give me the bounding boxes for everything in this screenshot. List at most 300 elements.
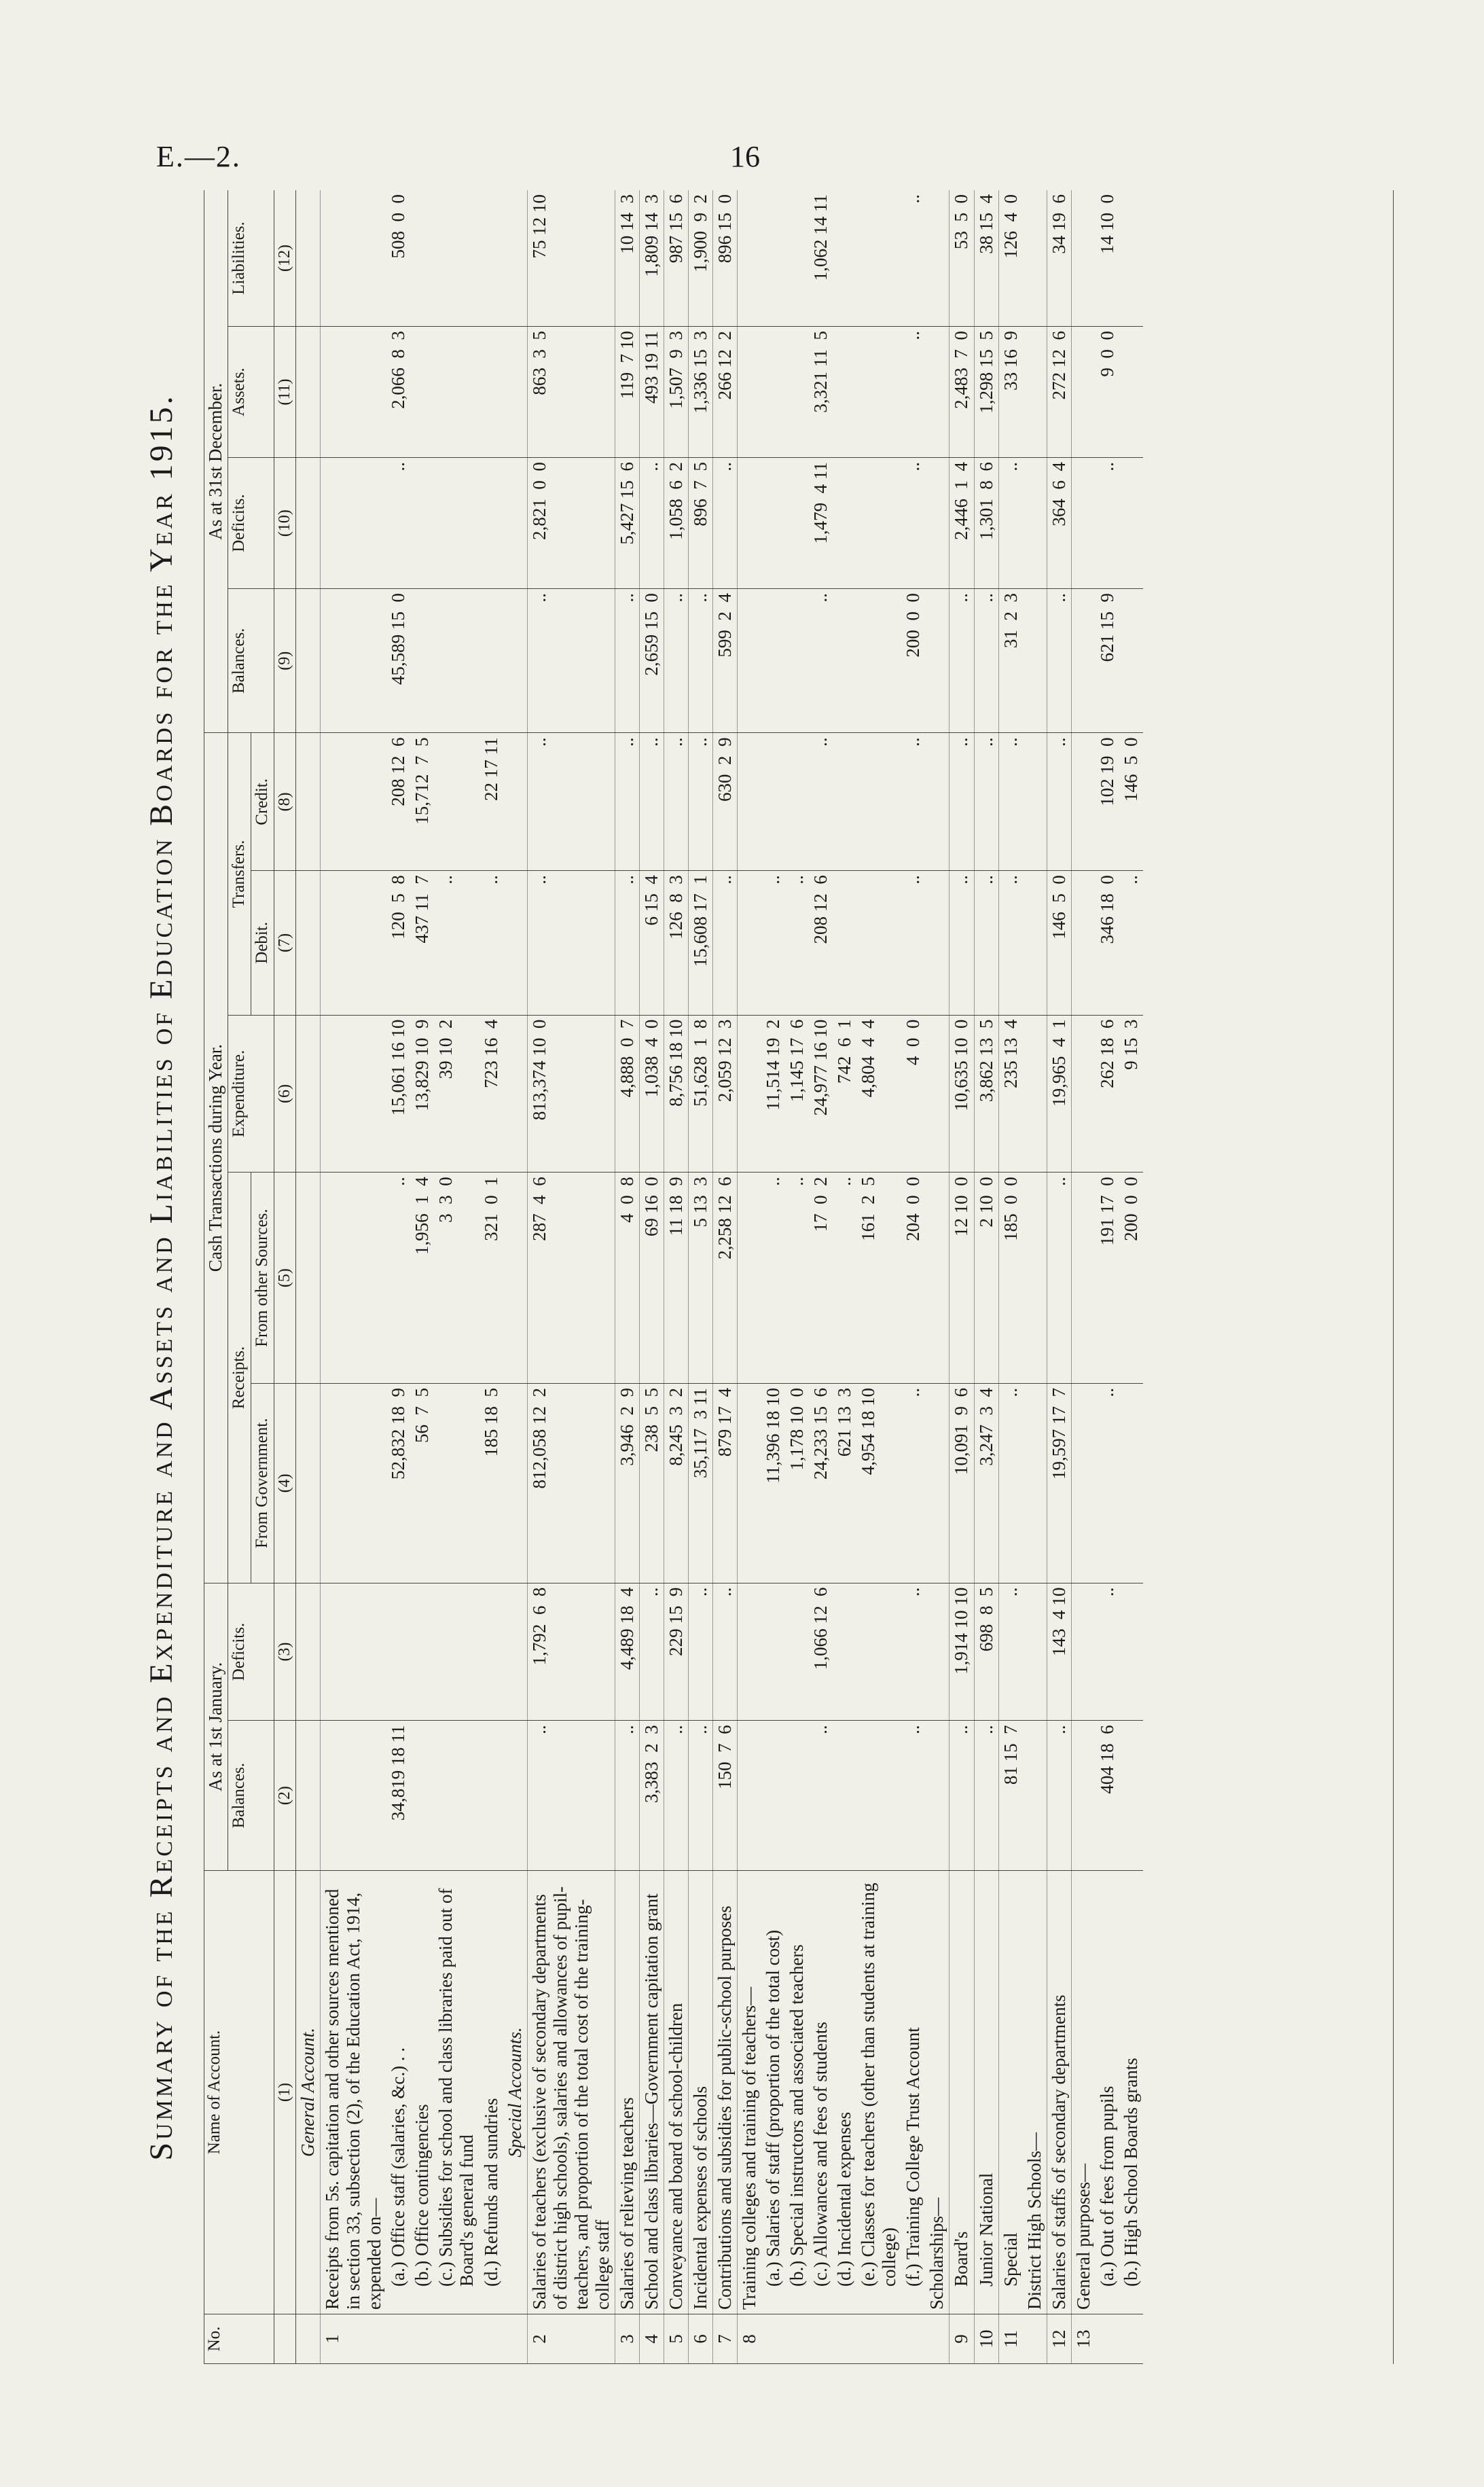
value-cell-col-10 [1119, 458, 1143, 589]
value-cell-col-2: 150 7 6 [712, 1721, 737, 1871]
table-row [833, 190, 856, 2364]
value-cell-col-3: 1,792 6 8 [527, 1583, 615, 1721]
value-cell-col-2 [1071, 1721, 1096, 1871]
row-number [901, 2314, 925, 2364]
value-cell-col-10: .. [712, 458, 737, 589]
value-cell-col-2: 34,819 18 11 [386, 1721, 410, 1871]
value-cell-col-7 [833, 871, 856, 1015]
value-cell-col-12 [1071, 190, 1096, 327]
value-cell-col-8: .. [901, 733, 925, 871]
table-row [809, 190, 833, 2364]
table-row [856, 190, 901, 2364]
value-cell-col-11 [1119, 327, 1143, 458]
table-row [1096, 190, 1119, 2364]
col-num-2: (2) [274, 1721, 296, 1871]
value-cell-col-5 [925, 1173, 949, 1384]
value-cell-col-8 [856, 733, 901, 871]
value-cell-col-5: 321 0 1 [479, 1173, 503, 1384]
value-cell-col-2: .. [901, 1721, 925, 1871]
value-cell-col-3 [925, 1583, 949, 1721]
value-cell-col-8: .. [639, 733, 664, 871]
value-cell-col-11: .. [901, 327, 925, 458]
value-cell-col-2: 404 18 6 [1096, 1721, 1119, 1871]
value-cell-col-8: .. [527, 733, 615, 871]
value-cell-col-9: .. [1047, 589, 1071, 733]
row-number [410, 2314, 434, 2364]
value-cell-col-4: 4,954 18 10 [856, 1383, 901, 1583]
value-cell-col-7: 120 5 8 [386, 871, 410, 1015]
value-cell-col-6 [321, 1015, 387, 1173]
value-cell-col-10: .. [639, 458, 664, 589]
col-balances-dec: Balances. [228, 589, 274, 733]
value-cell-col-12: 1,900 9 2 [688, 190, 712, 327]
value-cell-col-9: .. [615, 589, 639, 733]
value-cell-col-3 [479, 1583, 503, 1721]
col-num-3: (3) [274, 1583, 296, 1721]
value-cell-col-9: 45,589 15 0 [386, 589, 410, 733]
value-cell-col-4 [434, 1383, 479, 1583]
value-cell-col-9 [856, 589, 901, 733]
account-name: Receipts from 5s. capitation and other sources mentioned in section 33, subsection (2), of the Education Act, 1914, expended on— [321, 1871, 387, 2314]
account-name: Junior National [974, 1871, 998, 2314]
value-cell-col-12 [856, 190, 901, 327]
value-cell-col-12 [1023, 190, 1047, 327]
account-name: Training colleges and training of teachers— [738, 1871, 762, 2314]
value-cell-col-9 [321, 589, 387, 733]
account-name: (d.) Incidental expenses [833, 1871, 856, 2314]
value-cell-col-2 [479, 1721, 503, 1871]
value-cell-col-10: 2,821 0 0 [527, 458, 615, 589]
value-cell-col-7 [1023, 871, 1047, 1015]
row-number: 2 [527, 2314, 615, 2364]
account-name: Conveyance and board of school-children [664, 1871, 688, 2314]
value-cell-col-2: .. [615, 1721, 639, 1871]
account-name: General Account. [296, 1871, 321, 2314]
value-cell-col-6: 2,059 12 3 [712, 1015, 737, 1173]
value-cell-col-5: 2,258 12 6 [712, 1173, 737, 1384]
value-cell-col-5: .. [1047, 1173, 1071, 1384]
value-cell-col-12: 896 15 0 [712, 190, 737, 327]
value-cell-col-8 [434, 733, 479, 871]
value-cell-col-4 [1023, 1383, 1047, 1583]
value-cell-col-4: .. [1096, 1383, 1119, 1583]
value-cell-col-8: 102 19 0 [1096, 733, 1119, 871]
account-name: (c.) Subsidies for school and class libraries paid out of Board's general fund [434, 1871, 479, 2314]
value-cell-col-11 [925, 327, 949, 458]
value-cell-col-2 [738, 1721, 762, 1871]
value-cell-col-4: 621 13 3 [833, 1383, 856, 1583]
value-cell-col-7: 146 5 0 [1047, 871, 1071, 1015]
value-cell-col-5: .. [386, 1173, 410, 1384]
table-row [1047, 190, 1071, 2364]
value-cell-col-11 [856, 327, 901, 458]
row-number: 10 [974, 2314, 998, 2364]
value-cell-col-3: .. [998, 1583, 1023, 1721]
table-title: Summary of the Receipts and Expenditure and Assets and Liabilities of Education Boards for the Year 1915. [143, 393, 179, 2161]
value-cell-col-8: 146 5 0 [1119, 733, 1143, 871]
value-cell-col-12: 10 14 3 [615, 190, 639, 327]
value-cell-col-12: 53 5 0 [949, 190, 974, 327]
value-cell-col-5: .. [785, 1173, 809, 1384]
value-cell-col-2 [925, 1721, 949, 1871]
value-cell-col-11: 9 0 0 [1096, 327, 1119, 458]
page-reference: E.—2. [156, 140, 241, 173]
value-cell-col-9: .. [809, 589, 833, 733]
value-cell-col-7: 208 12 6 [809, 871, 833, 1015]
col-name: Name of Account. [204, 1871, 274, 2314]
value-cell-col-5: 2 10 0 [974, 1173, 998, 1384]
account-name: Salaries of relieving teachers [615, 1871, 639, 2314]
value-cell-col-5: 161 2 5 [856, 1173, 901, 1384]
value-cell-col-3 [833, 1583, 856, 1721]
value-cell-col-7: .. [479, 871, 503, 1015]
value-cell-col-10 [296, 458, 321, 589]
value-cell-col-10 [434, 458, 479, 589]
value-cell-col-11 [761, 327, 785, 458]
value-cell-col-5: 185 0 0 [998, 1173, 1023, 1384]
value-cell-col-2 [296, 1721, 321, 1871]
value-cell-col-6: 4,888 0 7 [615, 1015, 639, 1173]
col-num-11: (11) [274, 327, 296, 458]
value-cell-col-3: 229 15 9 [664, 1583, 688, 1721]
table-row [1023, 190, 1047, 2364]
value-cell-col-8: 630 2 9 [712, 733, 737, 871]
value-cell-col-7: .. [1119, 871, 1143, 1015]
table-row [974, 190, 998, 2364]
value-cell-col-10 [856, 458, 901, 589]
value-cell-col-6: 10,635 10 0 [949, 1015, 974, 1173]
value-cell-col-5: 204 0 0 [901, 1173, 925, 1384]
table-row [321, 190, 387, 2364]
value-cell-col-12 [833, 190, 856, 327]
row-number [386, 2314, 410, 2364]
value-cell-col-11 [503, 327, 528, 458]
table-row [527, 190, 615, 2364]
value-cell-col-10: .. [901, 458, 925, 589]
value-cell-col-11: 1,507 9 3 [664, 327, 688, 458]
value-cell-col-10 [738, 458, 762, 589]
value-cell-col-8: 22 17 11 [479, 733, 503, 871]
value-cell-col-8: 15,712 7 5 [410, 733, 434, 871]
value-cell-col-8: .. [664, 733, 688, 871]
value-cell-col-2: .. [1047, 1721, 1071, 1871]
value-cell-col-9: 200 0 0 [901, 589, 925, 733]
value-cell-col-10: 1,479 4 11 [809, 458, 833, 589]
value-cell-col-4: 24,233 15 6 [809, 1383, 833, 1583]
page-number: 16 [730, 140, 760, 173]
value-cell-col-7: 126 8 3 [664, 871, 688, 1015]
value-cell-col-11: 3,321 11 5 [809, 327, 833, 458]
value-cell-col-4: 879 17 4 [712, 1383, 737, 1583]
value-cell-col-9: 31 2 3 [998, 589, 1023, 733]
account-name: Special Accounts. [503, 1871, 528, 2314]
value-cell-col-8: .. [974, 733, 998, 871]
value-cell-col-12: 1,809 14 3 [639, 190, 664, 327]
value-cell-col-11: 2,066 8 3 [386, 327, 410, 458]
value-cell-col-9 [738, 589, 762, 733]
value-cell-col-10 [1071, 458, 1096, 589]
value-cell-col-6: 3,862 13 5 [974, 1015, 998, 1173]
col-num-6: (6) [274, 1015, 296, 1173]
value-cell-col-11 [479, 327, 503, 458]
value-cell-col-2: .. [688, 1721, 712, 1871]
value-cell-col-6 [1023, 1015, 1047, 1173]
value-cell-col-4: 1,178 10 0 [785, 1383, 809, 1583]
col-num-12: (12) [274, 190, 296, 327]
value-cell-col-12: 126 4 0 [998, 190, 1023, 327]
account-name: Salaries of staffs of secondary departments [1047, 1871, 1071, 2314]
value-cell-col-8 [296, 733, 321, 871]
value-cell-col-12: 34 19 6 [1047, 190, 1071, 327]
row-number: 11 [998, 2314, 1023, 2364]
value-cell-col-3: .. [712, 1583, 737, 1721]
account-name: School and class libraries—Government capitation grant [639, 1871, 664, 2314]
value-cell-col-7 [321, 871, 387, 1015]
value-cell-col-11 [738, 327, 762, 458]
value-cell-col-8: .. [1047, 733, 1071, 871]
value-cell-col-5: 69 16 0 [639, 1173, 664, 1384]
table-row [738, 190, 762, 2364]
table-row [688, 190, 712, 2364]
table-row [761, 190, 785, 2364]
value-cell-col-2: .. [949, 1721, 974, 1871]
col-from-other: From other Sources. [251, 1173, 274, 1384]
account-name: District High Schools— [1023, 1871, 1047, 2314]
value-cell-col-11: 1,298 15 5 [974, 327, 998, 458]
value-cell-col-9: .. [527, 589, 615, 733]
value-cell-col-6 [925, 1015, 949, 1173]
value-cell-col-12: 14 10 0 [1096, 190, 1119, 327]
col-num-7: (7) [274, 871, 296, 1015]
col-deficits-jan: Deficits. [228, 1583, 274, 1721]
value-cell-col-2: .. [527, 1721, 615, 1871]
value-cell-col-2: 81 15 7 [998, 1721, 1023, 1871]
table-row [785, 190, 809, 2364]
value-cell-col-11: 266 12 2 [712, 327, 737, 458]
value-cell-col-3 [1023, 1583, 1047, 1721]
table-row [479, 190, 503, 2364]
value-cell-col-3: 143 4 10 [1047, 1583, 1071, 1721]
value-cell-col-4: .. [901, 1383, 925, 1583]
value-cell-col-5: 200 0 0 [1119, 1173, 1143, 1384]
value-cell-col-12: 75 12 10 [527, 190, 615, 327]
row-number [833, 2314, 856, 2364]
value-cell-col-5: 4 0 8 [615, 1173, 639, 1384]
value-cell-col-10: 2,446 1 4 [949, 458, 974, 589]
value-cell-col-11 [833, 327, 856, 458]
value-cell-col-11 [785, 327, 809, 458]
account-name: Scholarships— [925, 1871, 949, 2314]
col-balances-jan: Balances. [228, 1721, 274, 1871]
value-cell-col-7: .. [761, 871, 785, 1015]
value-cell-col-12 [410, 190, 434, 327]
value-cell-col-3 [761, 1583, 785, 1721]
value-cell-col-3: .. [1096, 1583, 1119, 1721]
value-cell-col-7: .. [974, 871, 998, 1015]
value-cell-col-7 [1071, 871, 1096, 1015]
value-cell-col-4 [1071, 1383, 1096, 1583]
group-dec: As at 31st December. [204, 190, 228, 733]
value-cell-col-3 [1071, 1583, 1096, 1721]
value-cell-col-3 [296, 1583, 321, 1721]
value-cell-col-3: .. [901, 1583, 925, 1721]
row-number [856, 2314, 901, 2364]
value-cell-col-7: .. [615, 871, 639, 1015]
row-number [1119, 2314, 1143, 2364]
value-cell-col-6: 13,829 10 9 [410, 1015, 434, 1173]
value-cell-col-5: .. [833, 1173, 856, 1384]
group-jan: As at 1st January. [204, 1583, 228, 1870]
value-cell-col-9 [925, 589, 949, 733]
value-cell-col-9: .. [664, 589, 688, 733]
value-cell-col-11 [410, 327, 434, 458]
col-num-9: (9) [274, 589, 296, 733]
value-cell-col-7 [856, 871, 901, 1015]
col-from-gov: From Government. [251, 1383, 274, 1583]
col-num-5: (5) [274, 1173, 296, 1384]
col-no: No. [204, 2314, 274, 2364]
value-cell-col-8 [738, 733, 762, 871]
value-cell-col-7: 437 11 7 [410, 871, 434, 1015]
col-debit: Debit. [251, 871, 274, 1015]
account-name: General purposes— [1071, 1871, 1096, 2314]
value-cell-col-3 [856, 1583, 901, 1721]
row-number [1096, 2314, 1119, 2364]
value-cell-col-8 [925, 733, 949, 871]
value-cell-col-7: 6 15 4 [639, 871, 664, 1015]
value-cell-col-11: 272 12 6 [1047, 327, 1071, 458]
value-cell-col-10 [1023, 458, 1047, 589]
value-cell-col-2 [321, 1721, 387, 1871]
value-cell-col-8: .. [809, 733, 833, 871]
value-cell-col-4 [738, 1383, 762, 1583]
value-cell-col-2 [856, 1721, 901, 1871]
table-row [410, 190, 434, 2364]
value-cell-col-6: 1,145 17 6 [785, 1015, 809, 1173]
table-row [386, 190, 410, 2364]
value-cell-col-8 [321, 733, 387, 871]
value-cell-col-3: 698 8 5 [974, 1583, 998, 1721]
value-cell-col-8 [503, 733, 528, 871]
value-cell-col-6: 51,628 1 8 [688, 1015, 712, 1173]
value-cell-col-8 [785, 733, 809, 871]
account-name: (f.) Training College Trust Account [901, 1871, 925, 2314]
value-cell-col-7: 15,608 17 1 [688, 871, 712, 1015]
value-cell-col-11 [1023, 327, 1047, 458]
table-row [998, 190, 1023, 2364]
value-cell-col-2 [434, 1721, 479, 1871]
value-cell-col-5: .. [761, 1173, 785, 1384]
value-cell-col-12: 1,062 14 11 [809, 190, 833, 327]
value-cell-col-8 [1071, 733, 1096, 871]
value-cell-col-9: .. [974, 589, 998, 733]
value-cell-col-7 [296, 871, 321, 1015]
value-cell-col-6: 4 0 0 [901, 1015, 925, 1173]
value-cell-col-12 [296, 190, 321, 327]
value-cell-col-2: 3,383 2 3 [639, 1721, 664, 1871]
value-cell-col-8 [833, 733, 856, 871]
value-cell-col-11 [321, 327, 387, 458]
table-row [901, 190, 925, 2364]
table-row [296, 190, 321, 2364]
value-cell-col-4: 812,058 12 2 [527, 1383, 615, 1583]
value-cell-col-2: .. [974, 1721, 998, 1871]
value-cell-col-10 [925, 458, 949, 589]
row-number: 13 [1071, 2314, 1096, 2364]
summary-table [204, 190, 1143, 2364]
value-cell-col-6: 262 18 6 [1096, 1015, 1119, 1173]
value-cell-col-11: 493 19 11 [639, 327, 664, 458]
col-liabilities: Liabilities. [228, 190, 274, 327]
row-number [434, 2314, 479, 2364]
value-cell-col-2: .. [809, 1721, 833, 1871]
value-cell-col-3: 1,914 10 10 [949, 1583, 974, 1721]
value-cell-col-10: 1,058 6 2 [664, 458, 688, 589]
value-cell-col-8: .. [688, 733, 712, 871]
table-row [925, 190, 949, 2364]
value-cell-col-6: 39 10 2 [434, 1015, 479, 1173]
value-cell-col-3 [434, 1583, 479, 1721]
value-cell-col-10 [321, 458, 387, 589]
row-number: 9 [949, 2314, 974, 2364]
value-cell-col-4: 19,597 17 7 [1047, 1383, 1071, 1583]
value-cell-col-3 [410, 1583, 434, 1721]
value-cell-col-4: 8,245 3 2 [664, 1383, 688, 1583]
value-cell-col-6: 235 13 4 [998, 1015, 1023, 1173]
table-row [615, 190, 639, 2364]
table-row [639, 190, 664, 2364]
value-cell-col-9 [479, 589, 503, 733]
value-cell-col-9 [1071, 589, 1096, 733]
table-row [949, 190, 974, 2364]
value-cell-col-6 [503, 1015, 528, 1173]
value-cell-col-10: 1,301 8 6 [974, 458, 998, 589]
value-cell-col-5: 12 10 0 [949, 1173, 974, 1384]
value-cell-col-7: .. [712, 871, 737, 1015]
value-cell-col-12: 38 15 4 [974, 190, 998, 327]
value-cell-col-4: 35,117 3 11 [688, 1383, 712, 1583]
row-number: 6 [688, 2314, 712, 2364]
col-expenditure: Expenditure. [228, 1015, 274, 1173]
col-num-10: (10) [274, 458, 296, 589]
value-cell-col-5: 287 4 6 [527, 1173, 615, 1384]
col-deficits-dec: Deficits. [228, 458, 274, 589]
value-cell-col-9 [296, 589, 321, 733]
value-cell-col-11: 33 16 9 [998, 327, 1023, 458]
value-cell-col-3: 4,489 18 4 [615, 1583, 639, 1721]
row-number [785, 2314, 809, 2364]
value-cell-col-2 [761, 1721, 785, 1871]
value-cell-col-12 [785, 190, 809, 327]
value-cell-col-10: 896 7 5 [688, 458, 712, 589]
account-name: (b.) Special instructors and associated teachers [785, 1871, 809, 2314]
value-cell-col-9 [1023, 589, 1047, 733]
account-name: (b.) High School Boards grants [1119, 1871, 1143, 2314]
value-cell-col-4: 11,396 18 10 [761, 1383, 785, 1583]
value-cell-col-6: 4,804 4 4 [856, 1015, 901, 1173]
value-cell-col-3 [785, 1583, 809, 1721]
value-cell-col-6: 723 16 4 [479, 1015, 503, 1173]
rotated-table-region [143, 190, 1399, 2364]
value-cell-col-3 [738, 1583, 762, 1721]
value-cell-col-10 [410, 458, 434, 589]
value-cell-col-7: .. [998, 871, 1023, 1015]
value-cell-col-9 [434, 589, 479, 733]
value-cell-col-11: 863 3 5 [527, 327, 615, 458]
value-cell-col-5: 17 0 2 [809, 1173, 833, 1384]
value-cell-col-4: 238 5 5 [639, 1383, 664, 1583]
value-cell-col-3: 1,066 12 6 [809, 1583, 833, 1721]
